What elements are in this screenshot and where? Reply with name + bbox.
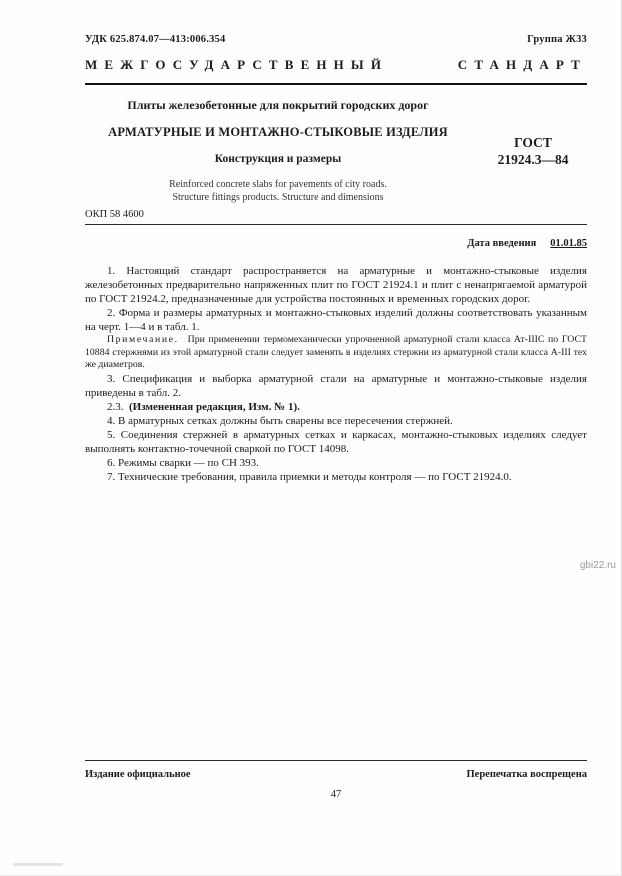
- footer-rule: [85, 760, 587, 761]
- standard-kind-banner: [85, 57, 587, 73]
- paragraph-2-3-amendment: (Измененная редакция, Изм. № 1).: [129, 400, 300, 413]
- note-paragraph: [85, 334, 587, 372]
- standard-kind-word-2: СТАНДАРТ: [457, 57, 587, 72]
- site-watermark: gbi22.ru: [579, 560, 616, 571]
- paragraph-6: 6. Режимы сварки — по СН 393.: [107, 456, 259, 469]
- document-title: АРМАТУРНЫЕ И МОНТАЖНО-СТЫКОВЫЕ ИЗДЕЛИЯ: [108, 125, 448, 139]
- header-codes-row: [85, 34, 587, 45]
- header-rule: [85, 83, 587, 85]
- group-code: Группа Ж33: [527, 34, 587, 45]
- effective-date-label: Дата введения: [467, 238, 537, 249]
- title-block: [85, 98, 587, 204]
- footer-imprint-row: [85, 769, 587, 780]
- paragraph-5: 5. Соединения стержней в арматурных сетках и каркасах, монтажно-стыковых изделиях следует выполнять контактно-точечной сваркой по ГОСТ 14098.: [85, 428, 587, 455]
- official-edition-label: Издание официальное: [85, 769, 191, 780]
- reprint-prohibited-label: Перепечатка воспрещена: [466, 769, 587, 780]
- note-label: Примечание.: [107, 334, 179, 345]
- body-text: [85, 264, 587, 484]
- udk-code: УДК 625.874.07—413:006.354: [85, 34, 226, 45]
- title-column: [85, 98, 479, 204]
- paragraph-1: 1. Настоящий стандарт распространяется на арматурные и монтажно-стыковые изделия железобетонных предварительно напряженных плит по ГОСТ 21924.1 и плит с ненапрягаемой арматурой по ГОСТ 21924.2, предназначенные для устройства постоянных и временных городских дорог.: [85, 265, 587, 305]
- paragraph-7: 7. Технические требования, правила приемки и методы контроля — по ГОСТ 21924.0.: [107, 470, 512, 483]
- paragraph-3: 3. Спецификация и выборка арматурной стали на арматурные и монтажно-стыковые изделия приведены в табл. 2.: [85, 372, 587, 399]
- effective-date-value: 01.01.85: [550, 238, 587, 249]
- document-subtitle: Конструкция и размеры: [214, 153, 342, 165]
- page-number: 47: [330, 789, 342, 800]
- document-title-english: [85, 178, 471, 204]
- page-footer: [85, 752, 587, 800]
- note-text: При применении термомеханически упрочненной арматурной стали класса Ат-IIIС по ГОСТ 10884 стержнями из этой арматурной стали следует заменять в изделиях стержни из арматурной стали класса А-III тех же диаметров.: [85, 334, 587, 370]
- document-subject: Плиты железобетонные для покрытий городских дорог: [127, 98, 429, 112]
- paragraph-2-3: [85, 400, 587, 414]
- gost-number: 21924.3—84: [497, 152, 569, 167]
- standard-kind-word-1: МЕЖГОСУДАРСТВЕННЫЙ: [85, 57, 389, 72]
- title-rule: [85, 224, 587, 225]
- gost-label: ГОСТ: [514, 135, 552, 150]
- okp-code: ОКП 58 4600: [85, 209, 144, 220]
- gost-designation: [479, 98, 587, 204]
- paragraph-2-3-number: 2.3.: [107, 400, 124, 413]
- document-title-english-line2: Structure fittings products. Structure and dimensions: [172, 192, 384, 203]
- scan-artifact: [13, 863, 63, 866]
- effective-date-line: [85, 238, 587, 249]
- paragraph-2: 2. Форма и размеры арматурных и монтажно-стыковых изделий должны соответствовать указанным на черт. 1—4 и в табл. 1.: [85, 307, 587, 333]
- document-title-english-line1: Reinforced concrete slabs for pavements of city roads.: [169, 179, 387, 190]
- paragraph-4: 4. В арматурных сетках должны быть сварены все пересечения стержней.: [107, 414, 453, 427]
